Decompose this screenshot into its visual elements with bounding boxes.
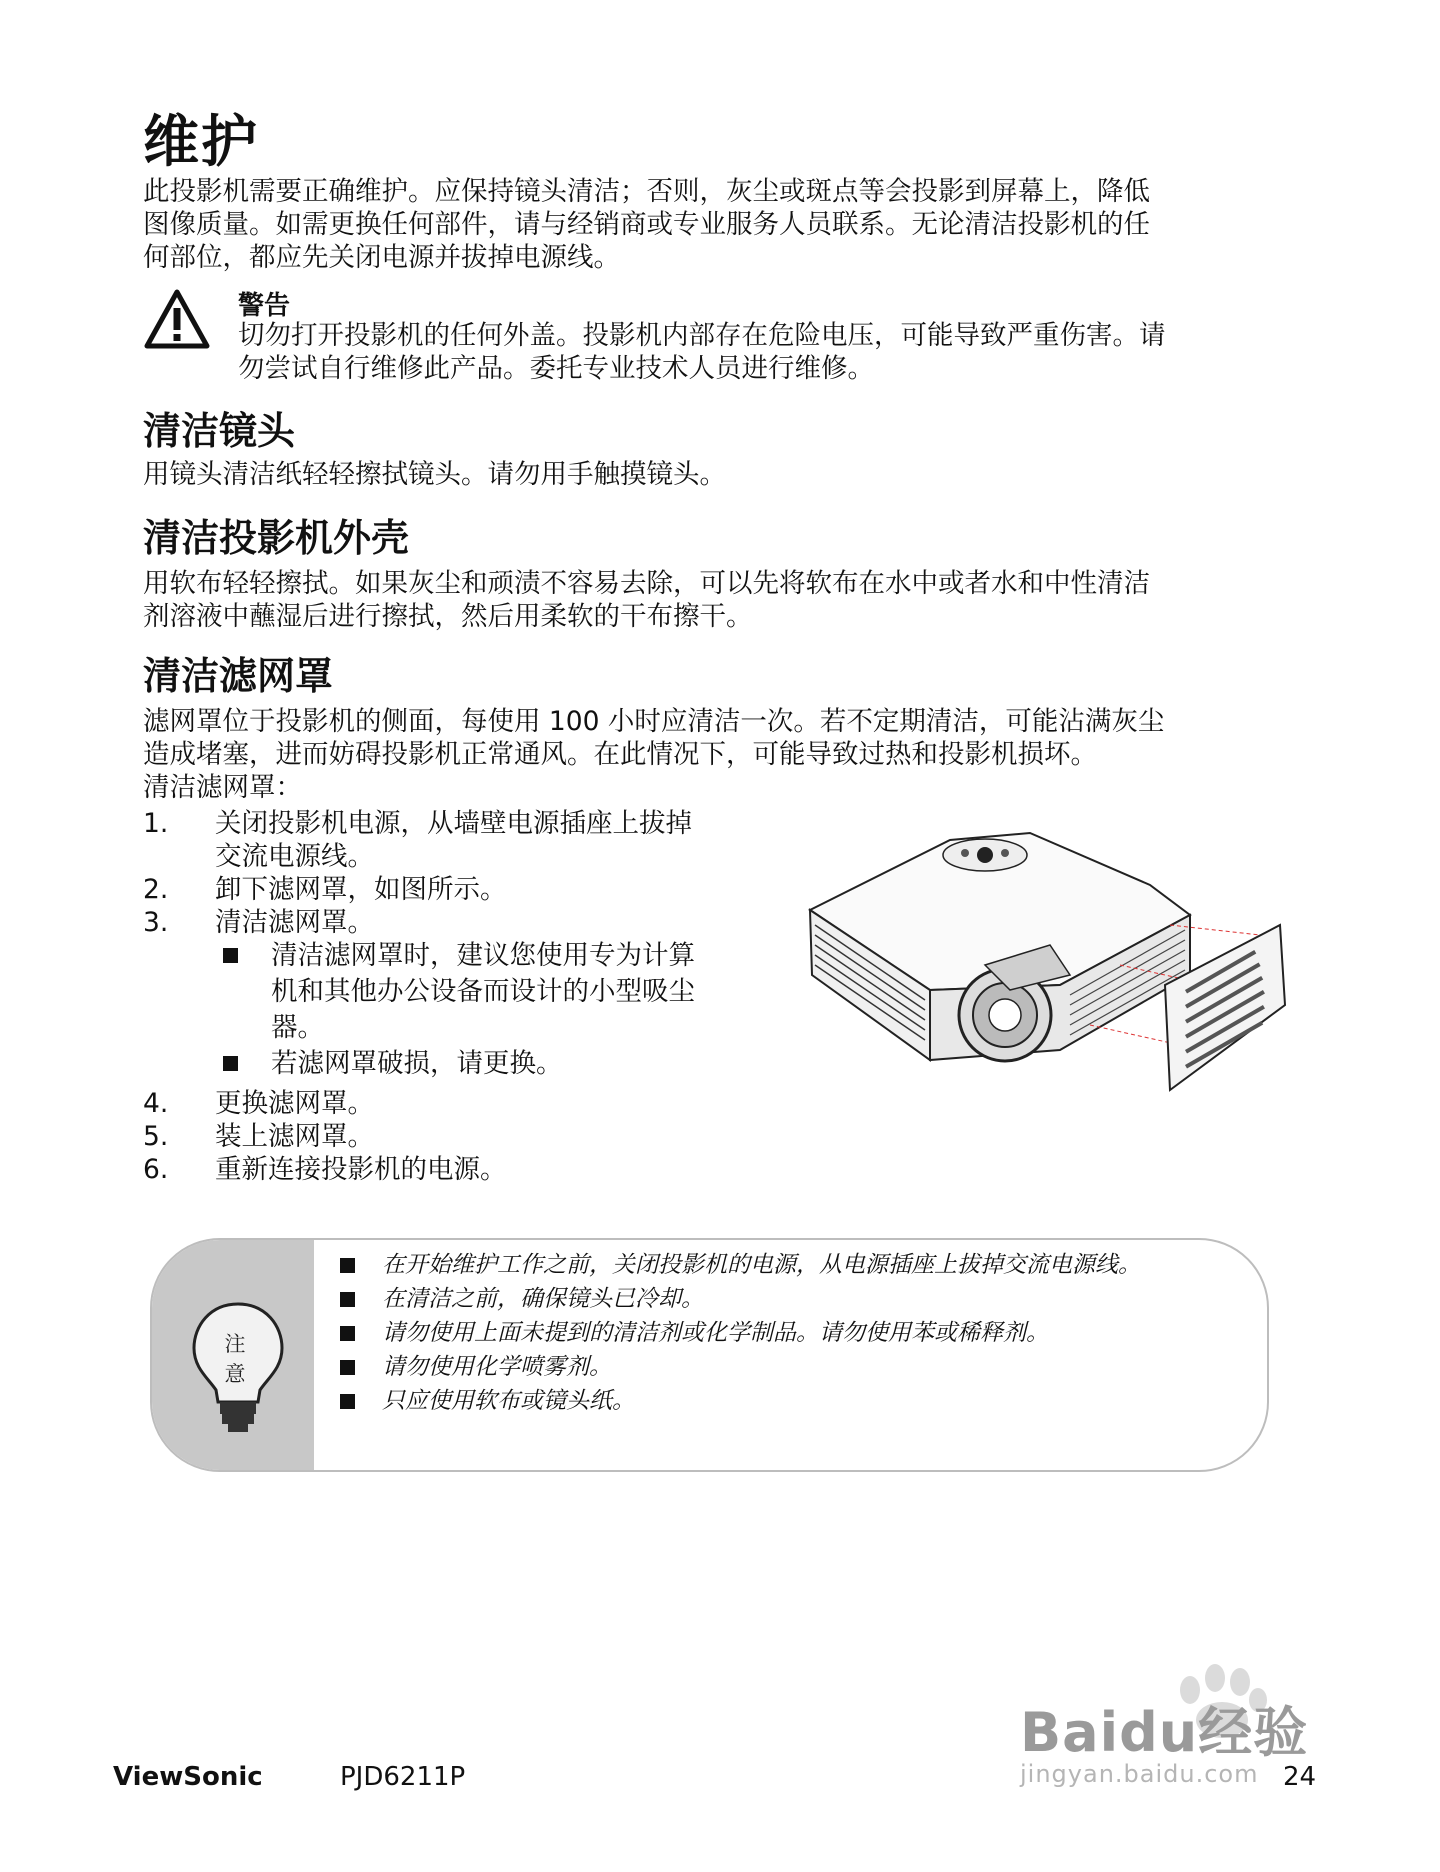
note-text: 请勿使用上面未提到的清洁剂或化学制品。请勿使用苯或稀释剂。	[382, 1320, 1049, 1346]
list-item	[330, 1350, 1250, 1384]
housing-line: 剂溶液中蘸湿后进行擦拭，然后用柔软的干布擦干。	[143, 601, 753, 632]
note-text: 在清洁之前，确保镜头已冷却。	[382, 1286, 704, 1312]
list-item	[330, 1248, 1250, 1282]
note-text: 只应使用软布或镜头纸。	[382, 1388, 635, 1414]
warning-triangle-icon	[143, 288, 211, 350]
intro-line: 何部位，都应先关闭电源并拔掉电源线。	[143, 242, 620, 273]
step-number: 1.	[143, 808, 169, 839]
watermark-url: jingyan.baidu.com	[1020, 1760, 1259, 1788]
step-text: 更换滤网罩。	[215, 1088, 374, 1119]
note-text: 请勿使用化学喷雾剂。	[382, 1354, 612, 1380]
list-item	[143, 975, 763, 1011]
footer-model: PJD6211P	[340, 1762, 466, 1792]
list-item	[143, 807, 763, 840]
list-item	[143, 906, 763, 939]
list-item	[143, 1120, 763, 1153]
lens-paragraph	[143, 458, 1283, 491]
intro-line: 此投影机需要正确维护。应保持镜头清洁；否则，灰尘或斑点等会投影到屏幕上，降低	[143, 176, 1150, 207]
filter-line: 清洁滤网罩：	[143, 772, 302, 803]
page-title: 维护	[143, 110, 259, 175]
square-bullet-icon	[340, 1292, 355, 1307]
filter-heading: 清洁滤网罩	[143, 654, 334, 698]
projector-filter-illustration	[790, 815, 1290, 1115]
intro-line: 图像质量。如需更换任何部件，请与经销商或专业服务人员联系。无论清洁投影机的任	[143, 209, 1150, 240]
note-callout	[150, 1238, 1269, 1472]
note-list	[330, 1248, 1250, 1418]
filter-steps-list	[143, 807, 763, 1186]
bullet-text: 器。	[271, 1012, 324, 1043]
note-label: 注 意	[224, 1332, 252, 1386]
warning-line: 勿尝试自行维修此产品。委托专业技术人员进行维修。	[238, 353, 874, 384]
step-number: 5.	[143, 1121, 169, 1152]
page-number: 24	[1283, 1762, 1317, 1792]
lens-text: 用镜头清洁纸轻轻擦拭镜头。请勿用手触摸镜头。	[143, 459, 726, 490]
bullet-text: 若滤网罩破损，请更换。	[271, 1048, 563, 1079]
list-item	[143, 1047, 763, 1087]
filter-line: 滤网罩位于投影机的侧面，每使用 100 小时应清洁一次。若不定期清洁，可能沾满灰尘	[143, 706, 1165, 737]
square-bullet-icon	[223, 1056, 238, 1071]
step-number: 6.	[143, 1154, 169, 1185]
housing-heading: 清洁投影机外壳	[143, 516, 410, 560]
bullet-text: 清洁滤网罩时，建议您使用专为计算	[271, 940, 695, 971]
list-item	[143, 939, 763, 975]
step-number: 2.	[143, 874, 169, 905]
step-number: 4.	[143, 1088, 169, 1119]
filter-paragraph	[143, 705, 1283, 804]
step-text: 清洁滤网罩。	[215, 907, 374, 938]
list-item	[330, 1282, 1250, 1316]
note-text: 在开始维护工作之前，关闭投影机的电源，从电源插座上拔掉交流电源线。	[382, 1252, 1141, 1278]
list-item	[330, 1316, 1250, 1350]
list-item	[143, 1087, 763, 1120]
warning-line: 切勿打开投影机的任何外盖。投影机内部存在危险电压，可能导致严重伤害。请	[238, 320, 1166, 351]
intro-paragraph	[143, 175, 1283, 274]
list-item	[330, 1384, 1250, 1418]
square-bullet-icon	[340, 1360, 355, 1375]
housing-line: 用软布轻轻擦拭。如果灰尘和顽渍不容易去除，可以先将软布在水中或者水和中性清洁	[143, 568, 1150, 599]
list-item	[143, 1153, 763, 1186]
bullet-text: 机和其他办公设备而设计的小型吸尘	[271, 976, 695, 1007]
lens-heading: 清洁镜头	[143, 409, 296, 453]
square-bullet-icon	[223, 948, 238, 963]
list-item	[143, 873, 763, 906]
housing-paragraph	[143, 567, 1283, 633]
square-bullet-icon	[340, 1258, 355, 1273]
list-item	[143, 840, 763, 873]
warning-text	[238, 319, 1288, 385]
step-text: 重新连接投影机的电源。	[215, 1154, 507, 1185]
warning-title: 警告	[238, 291, 291, 321]
footer-brand: ViewSonic	[113, 1762, 263, 1792]
list-item	[143, 1011, 763, 1047]
step-text: 关闭投影机电源，从墙壁电源插座上拔掉	[215, 808, 692, 839]
square-bullet-icon	[340, 1394, 355, 1409]
filter-line: 造成堵塞，进而妨碍投影机正常通风。在此情况下，可能导致过热和投影机损坏。	[143, 739, 1097, 770]
step-number: 3.	[143, 907, 169, 938]
square-bullet-icon	[340, 1326, 355, 1341]
step-text: 装上滤网罩。	[215, 1121, 374, 1152]
watermark-text: Baidu经验	[1020, 1701, 1309, 1764]
step-text: 交流电源线。	[215, 841, 374, 872]
step-text: 卸下滤网罩，如图所示。	[215, 874, 507, 905]
